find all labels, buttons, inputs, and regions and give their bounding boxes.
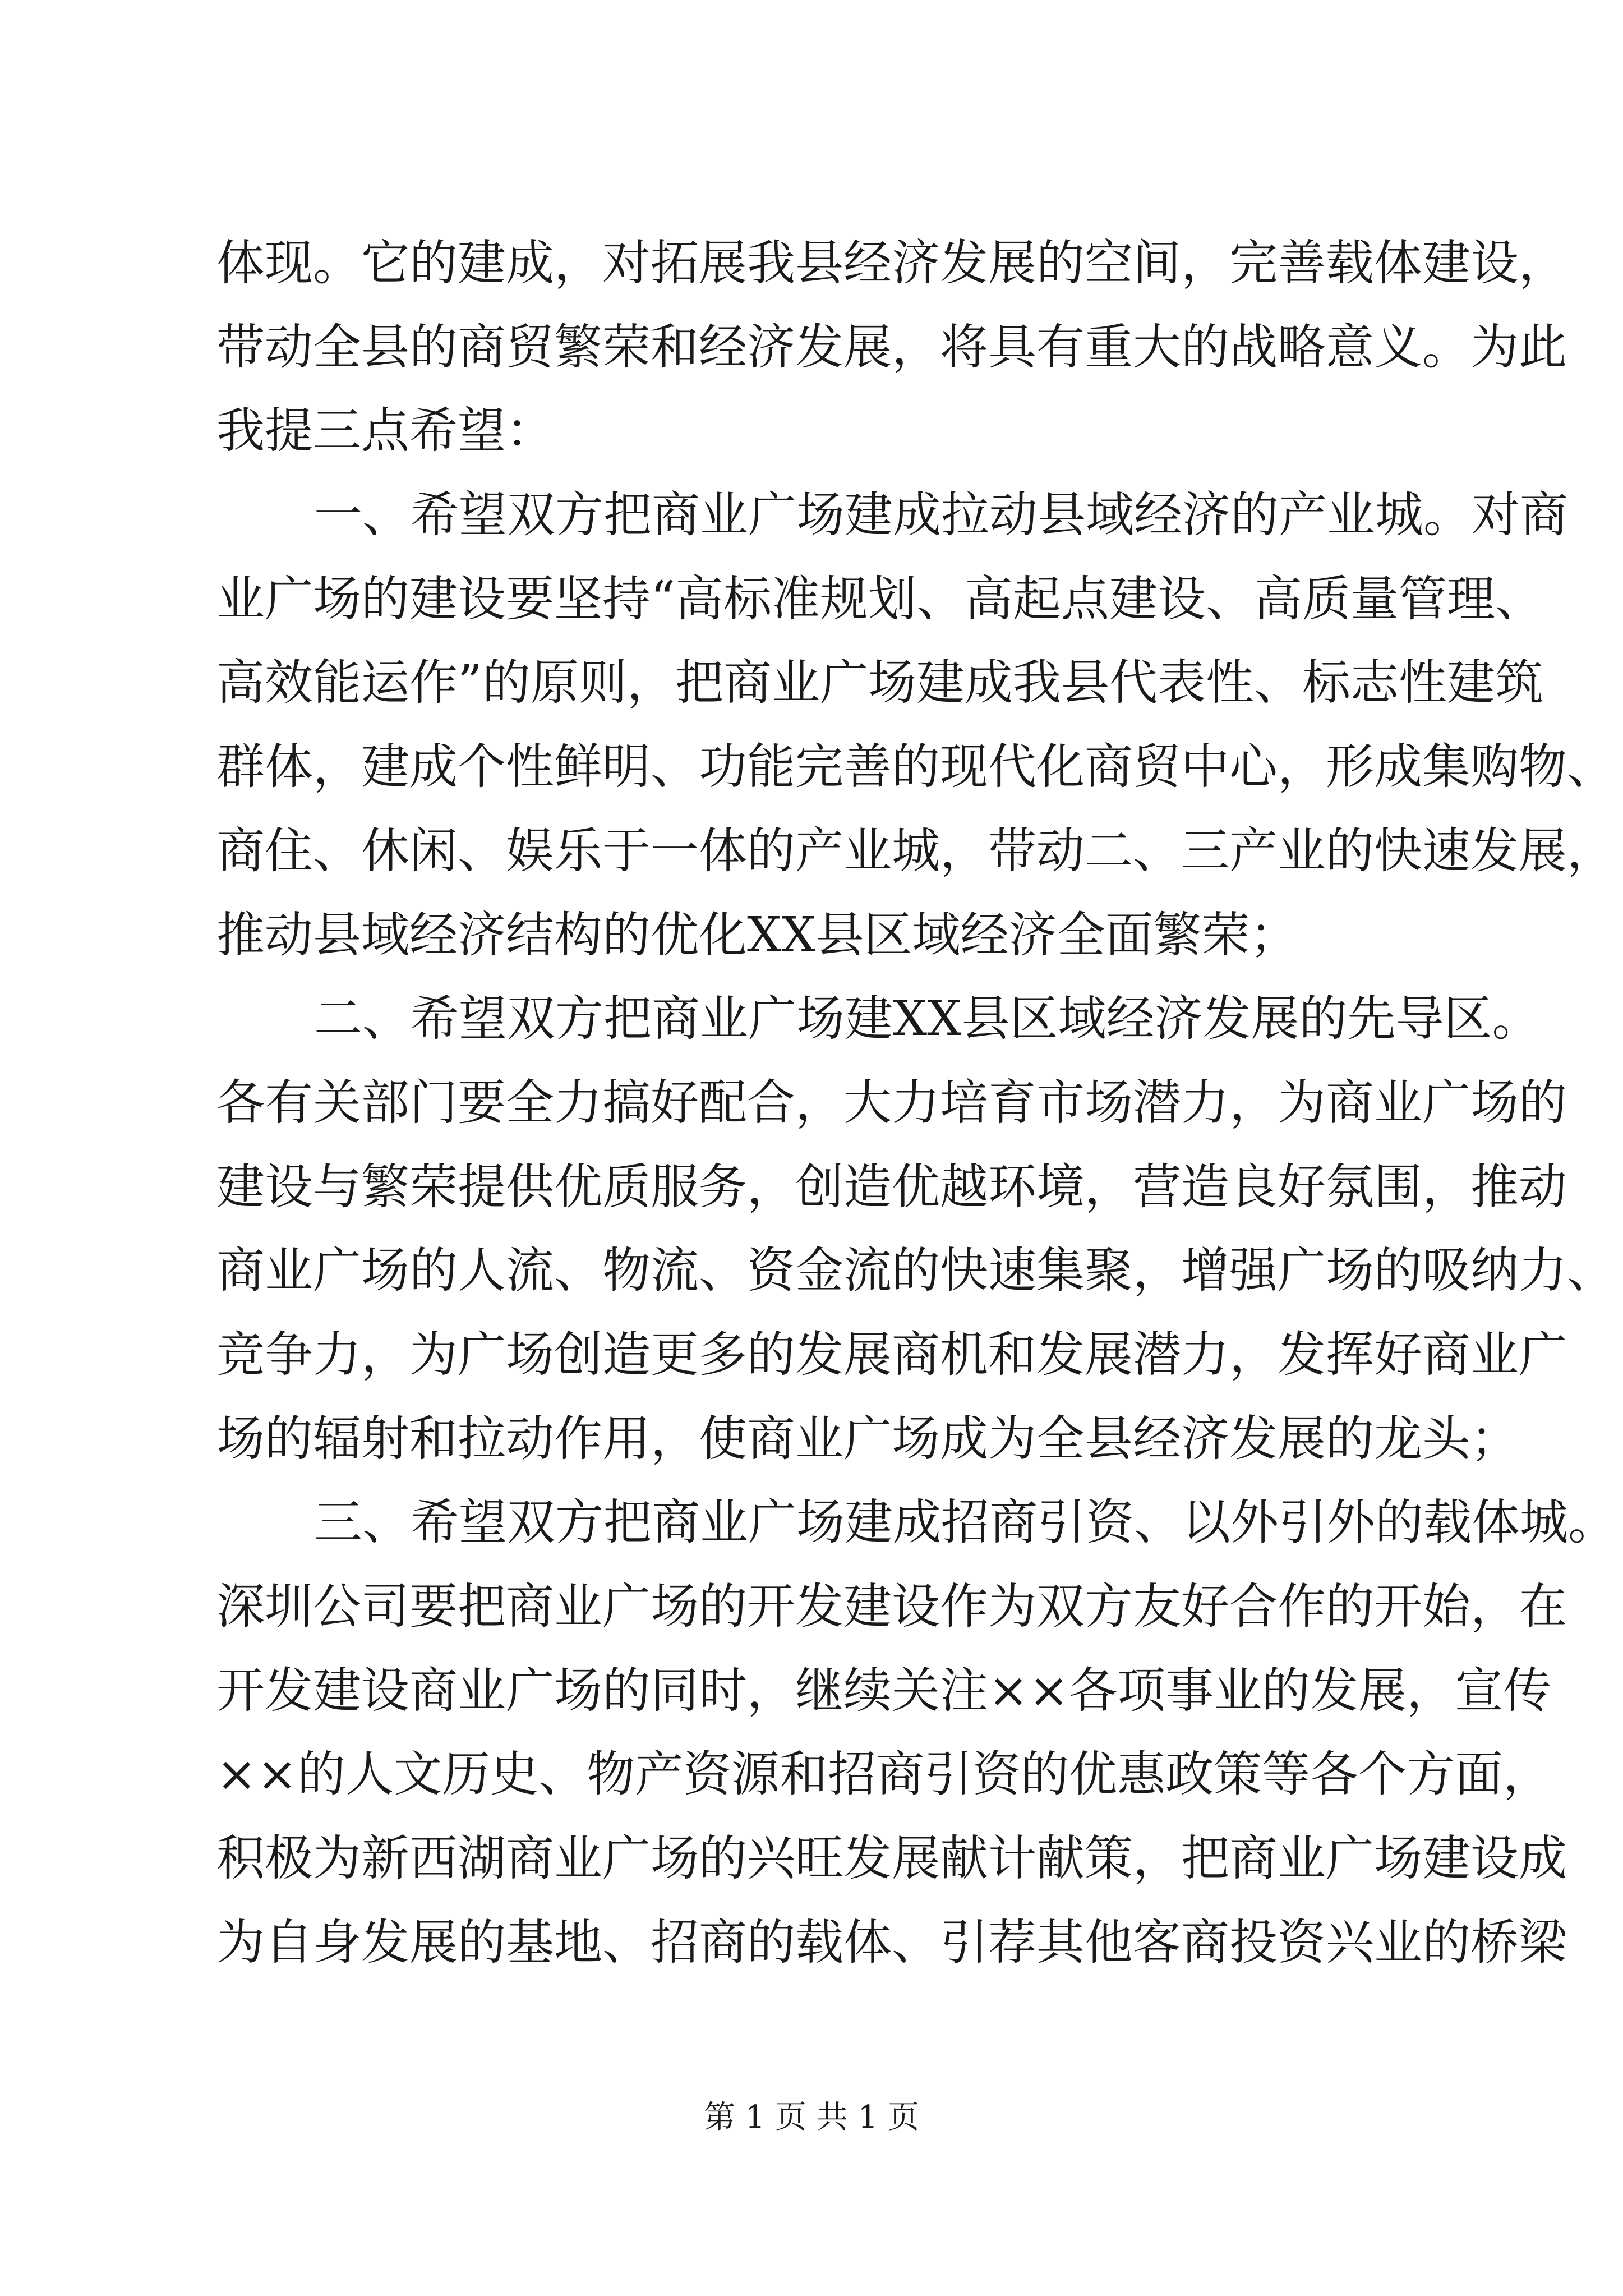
text-line: 体现。它的建成，对拓展我县经济发展的空间，完善载体建设， <box>216 235 1567 291</box>
text-line: 深圳公司要把商业广场的开发建设作为双方友好合作的开始，在 <box>216 1579 1567 1635</box>
text-line: 二、希望双方把商业广场建XX县区域经济发展的先导区。 <box>314 991 1541 1047</box>
text-line: 我提三点希望： <box>216 403 554 459</box>
text-line: 开发建设商业广场的同时，继续关注××各项事业的发展，宣传 <box>216 1662 1552 1719</box>
text-line: 一、希望双方把商业广场建成拉动县域经济的产业城。对商 <box>314 487 1568 544</box>
text-line: 为自身发展的基地、招商的载体、引荐其他客商投资兴业的桥梁 <box>216 1914 1567 1971</box>
text-line: 商业广场的人流、物流、资金流的快速集聚，增强广场的吸纳力、 <box>216 1243 1615 1299</box>
text-line: 群体，建成个性鲜明、功能完善的现代化商贸中心，形成集购物、 <box>216 739 1615 795</box>
text-line: 推动县域经济结构的优化XX县区域经济全面繁荣； <box>216 907 1298 963</box>
text-line: ××的人文历史、物产资源和招商引资的优惠政策等各个方面， <box>216 1746 1552 1803</box>
text-line: 场的辐射和拉动作用，使商业广场成为全县经济发展的龙头； <box>216 1410 1519 1467</box>
text-line: 各有关部门要全力搞好配合，大力培育市场潜力，为商业广场的 <box>216 1074 1567 1131</box>
text-line: 带动全县的商贸繁荣和经济发展，将具有重大的战略意义。为此 <box>216 319 1567 375</box>
text-line: 竞争力，为广场创造更多的发展商机和发展潜力，发挥好商业广 <box>216 1326 1567 1383</box>
text-line: 商住、休闲、娱乐于一体的产业城，带动二、三产业的快速发展， <box>216 822 1615 879</box>
text-line: 积极为新西湖商业广场的兴旺发展献计献策，把商业广场建设成 <box>216 1830 1567 1887</box>
text-line: 业广场的建设要坚持“高标准规划、高起点建设、高质量管理、 <box>216 570 1543 627</box>
text-line: 三、希望双方把商业广场建成招商引资、以外引外的载体城。 <box>314 1494 1616 1551</box>
text-line: 高效能运作”的原则，把商业广场建成我县代表性、标志性建筑 <box>216 655 1543 711</box>
text-line: 建设与繁荣提供优质服务，创造优越环境，营造良好氛围，推动 <box>216 1158 1567 1215</box>
page-footer: 第 1 页 共 1 页 <box>703 2099 920 2136</box>
body-text <box>216 222 1616 1985</box>
